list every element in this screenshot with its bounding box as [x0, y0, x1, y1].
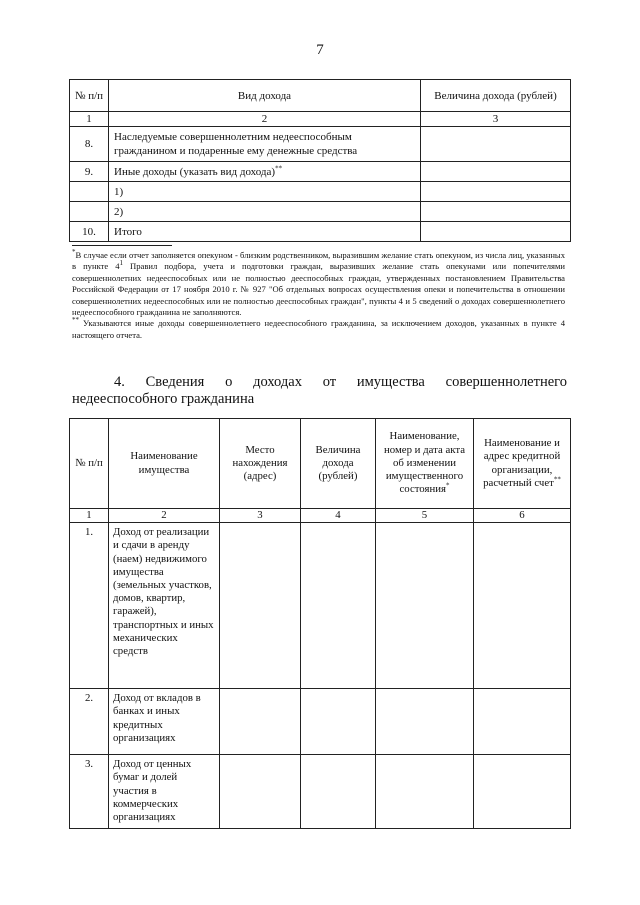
row-cell: [376, 523, 474, 689]
row-cell: [474, 689, 571, 755]
row-value: [421, 222, 571, 242]
row-cell: [376, 689, 474, 755]
property-income-table: [69, 418, 571, 829]
row-num: [70, 202, 109, 222]
col-number: 6: [474, 509, 571, 523]
footnote-sup: 1: [119, 259, 124, 268]
col-number: 5: [376, 509, 474, 523]
row-value: [421, 202, 571, 222]
row-cell: [220, 755, 301, 829]
page-number: 7: [316, 42, 324, 58]
row-text: [109, 162, 421, 182]
footnote-2: ** Указываются иные доходы совершеннолетнего недееспособного гражданина, за исключением доходов, указанных в пункте 4 настоящего отчета.: [72, 316, 565, 340]
footnote-ref: **: [275, 163, 283, 172]
row-text: 1): [109, 182, 421, 202]
table-row: [70, 182, 571, 202]
col-number: 3: [421, 112, 571, 127]
footnote-ref: **: [553, 475, 561, 484]
row-cell: [474, 523, 571, 689]
col-number: 1: [70, 112, 109, 127]
section-title-line-2: недееспособного гражданина: [72, 391, 255, 407]
row-text: Доход от реализации и сдачи в аренду (наем) недвижимого имущества (земельных участков, домов, квартир, гаражей), транспортных и иных механических средств: [109, 523, 220, 689]
header-num: № п/п: [70, 80, 109, 112]
row-cell: [220, 523, 301, 689]
footnote-rule: [72, 245, 172, 246]
header-income: Величина дохода (рублей): [301, 419, 376, 509]
col-number: 3: [220, 509, 301, 523]
row-value: [421, 127, 571, 162]
footnote-1: *В случае если отчет заполняется опекуном - близким родственником, выразившим желание стать опекуном, из числа лиц, указанных в пункте $4^1$ Правил подбора, учета и подготовки граждан, выразивших желание стать опекунами или попечителями совершеннолетних недееспособных или не полностью дееспособных граждан, утвержденных постановлением Правительства Российской Федерации от 17 ноября 2010 г. № 927 "Об отдельных вопросах осуществления опеки и попечительства в отношении совершеннолетних недееспособных или не полностью дееспособных граждан", пункты 4 и 5 сведений о доходах совершеннолетнего недееспособного гражданина не заполняются.: [72, 248, 565, 318]
row-text: Доход от ценных бумаг и долей участия в коммерческих организациях: [109, 755, 220, 829]
table-row: [70, 222, 571, 242]
row-text: Доход от вкладов в банках и иных кредитных организациях: [109, 689, 220, 755]
table-row: [70, 689, 571, 755]
income-table: [69, 79, 571, 242]
footnote-mark: **: [72, 316, 79, 325]
row-num: 8.: [70, 127, 109, 162]
row-num: 10.: [70, 222, 109, 242]
header-property-name: Наименование имущества: [109, 419, 220, 509]
row-text: Итого: [109, 222, 421, 242]
header-kind: Вид дохода: [109, 80, 421, 112]
row-num: 1.: [70, 523, 109, 689]
row-value: [421, 162, 571, 182]
col-number: 1: [70, 509, 109, 523]
table-row: [70, 523, 571, 689]
row-text-label: Иные доходы (указать вид дохода): [114, 165, 276, 178]
header-act: Наименование, номер и дата акта об изменении имущественного состояния*: [376, 419, 474, 509]
header-num: № п/п: [70, 419, 109, 509]
col-number: 2: [109, 112, 421, 127]
col-number: 4: [301, 509, 376, 523]
footnote-mark: *: [72, 248, 76, 257]
row-cell: [301, 755, 376, 829]
row-num: [70, 182, 109, 202]
table-row: [70, 162, 571, 182]
footnote-ref: *: [446, 481, 450, 490]
row-num: 2.: [70, 689, 109, 755]
section-title-line-1: 4. Сведения о доходах от имущества совершеннолетнего: [114, 374, 567, 390]
row-num: 3.: [70, 755, 109, 829]
row-text: Наследуемые совершеннолетним недееспособным гражданином и подаренные ему денежные средства: [109, 127, 421, 162]
row-num: 9.: [70, 162, 109, 182]
row-cell: [474, 755, 571, 829]
table-row: [70, 127, 571, 162]
header-location: Место нахождения (адрес): [220, 419, 301, 509]
table-row: [70, 755, 571, 829]
row-text: 2): [109, 202, 421, 222]
row-value: [421, 182, 571, 202]
section-4-title: [72, 374, 567, 408]
header-amount: Величина дохода (рублей): [421, 80, 571, 112]
row-cell: [376, 755, 474, 829]
header-bank: Наименование и адрес кредитной организации, расчетный счет**: [474, 419, 571, 509]
col-number: 2: [109, 509, 220, 523]
row-cell: [301, 523, 376, 689]
row-cell: [220, 689, 301, 755]
table-row: [70, 202, 571, 222]
footnotes: [72, 250, 565, 341]
row-cell: [301, 689, 376, 755]
